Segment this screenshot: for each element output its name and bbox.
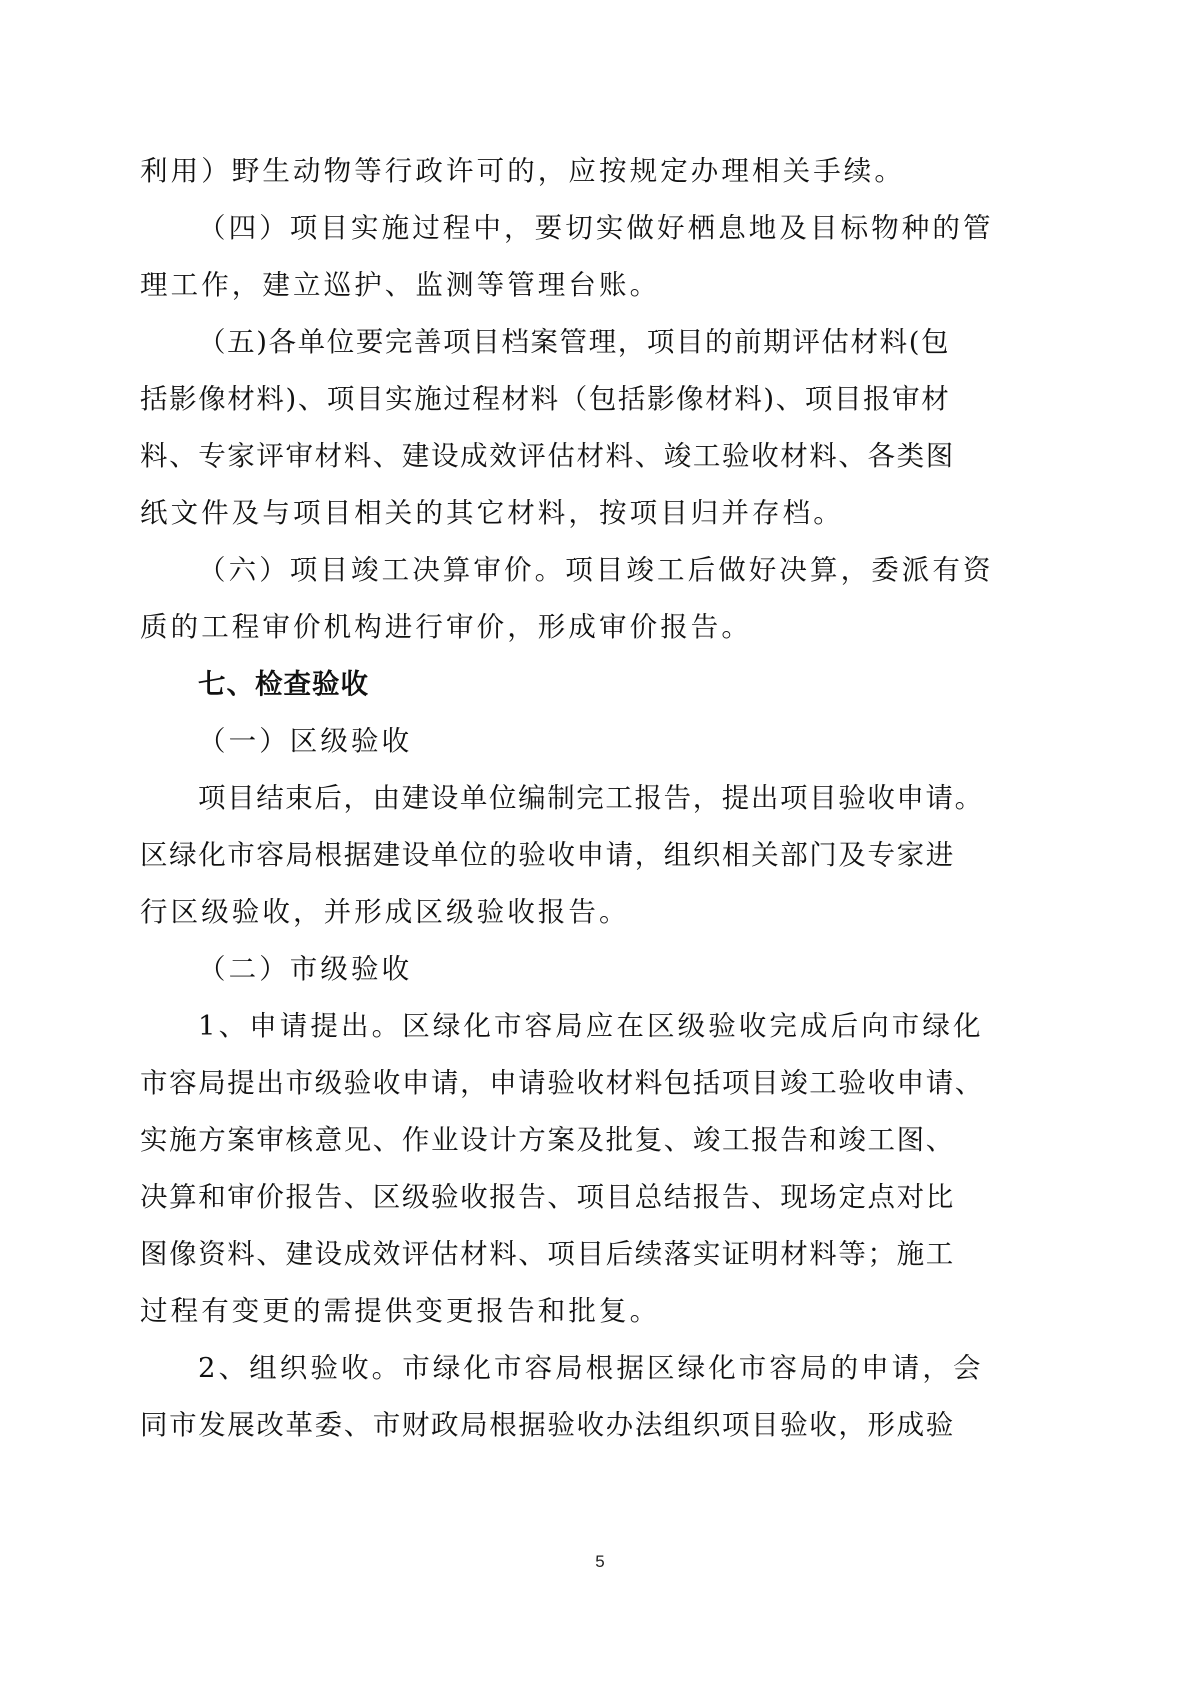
text-line: （五)各单位要完善项目档案管理，项目的前期评估材料(包: [198, 326, 951, 358]
text-line: 区绿化市容局根据建设单位的验收申请，组织相关部门及专家进: [140, 839, 955, 871]
text-line: 2、组织验收。市绿化市容局根据区绿化市容局的申请，会: [198, 1352, 984, 1384]
text-line: 实施方案审核意见、作业设计方案及批复、竣工报告和竣工图、: [140, 1124, 955, 1156]
text-line: 利用）野生动物等行政许可的，应按规定办理相关手续。: [140, 155, 905, 187]
text-line: 决算和审价报告、区级验收报告、项目总结报告、现场定点对比: [140, 1181, 955, 1213]
subsection-heading: （二）市级验收: [198, 953, 413, 985]
document-page: [140, 143, 994, 1454]
text-line: 括影像材料)、项目实施过程材料（包括影像材料)、项目报审材: [140, 383, 951, 415]
text-line: 理工作，建立巡护、监测等管理台账。: [140, 269, 661, 301]
text-line: 市容局提出市级验收申请，申请验收材料包括项目竣工验收申请、: [140, 1067, 984, 1099]
text-line: 行区级验收，并形成区级验收报告。: [140, 896, 630, 928]
text-line: （四）项目实施过程中，要切实做好栖息地及目标物种的管: [198, 212, 994, 244]
text-line: 图像资料、建设成效评估材料、项目后续落实证明材料等；施工: [140, 1238, 955, 1270]
text-line: 纸文件及与项目相关的其它材料，按项目归并存档。: [140, 497, 844, 529]
text-line: 料、专家评审材料、建设成效评估材料、竣工验收材料、各类图: [140, 440, 955, 472]
text-line: 质的工程审价机构进行审价，形成审价报告。: [140, 611, 752, 643]
page-number: 5: [595, 1552, 605, 1571]
text-line: 同市发展改革委、市财政局根据验收办法组织项目验收，形成验: [140, 1409, 955, 1441]
text-line: （六）项目竣工决算审价。项目竣工后做好决算，委派有资: [198, 554, 994, 586]
subsection-heading: （一）区级验收: [198, 725, 413, 757]
text-line: 项目结束后，由建设单位编制完工报告，提出项目验收申请。: [198, 782, 984, 814]
text-line: 1、申请提出。区绿化市容局应在区级验收完成后向市绿化: [198, 1010, 984, 1042]
text-line: 过程有变更的需提供变更报告和批复。: [140, 1295, 661, 1327]
section-heading: 七、检查验收: [198, 668, 369, 700]
